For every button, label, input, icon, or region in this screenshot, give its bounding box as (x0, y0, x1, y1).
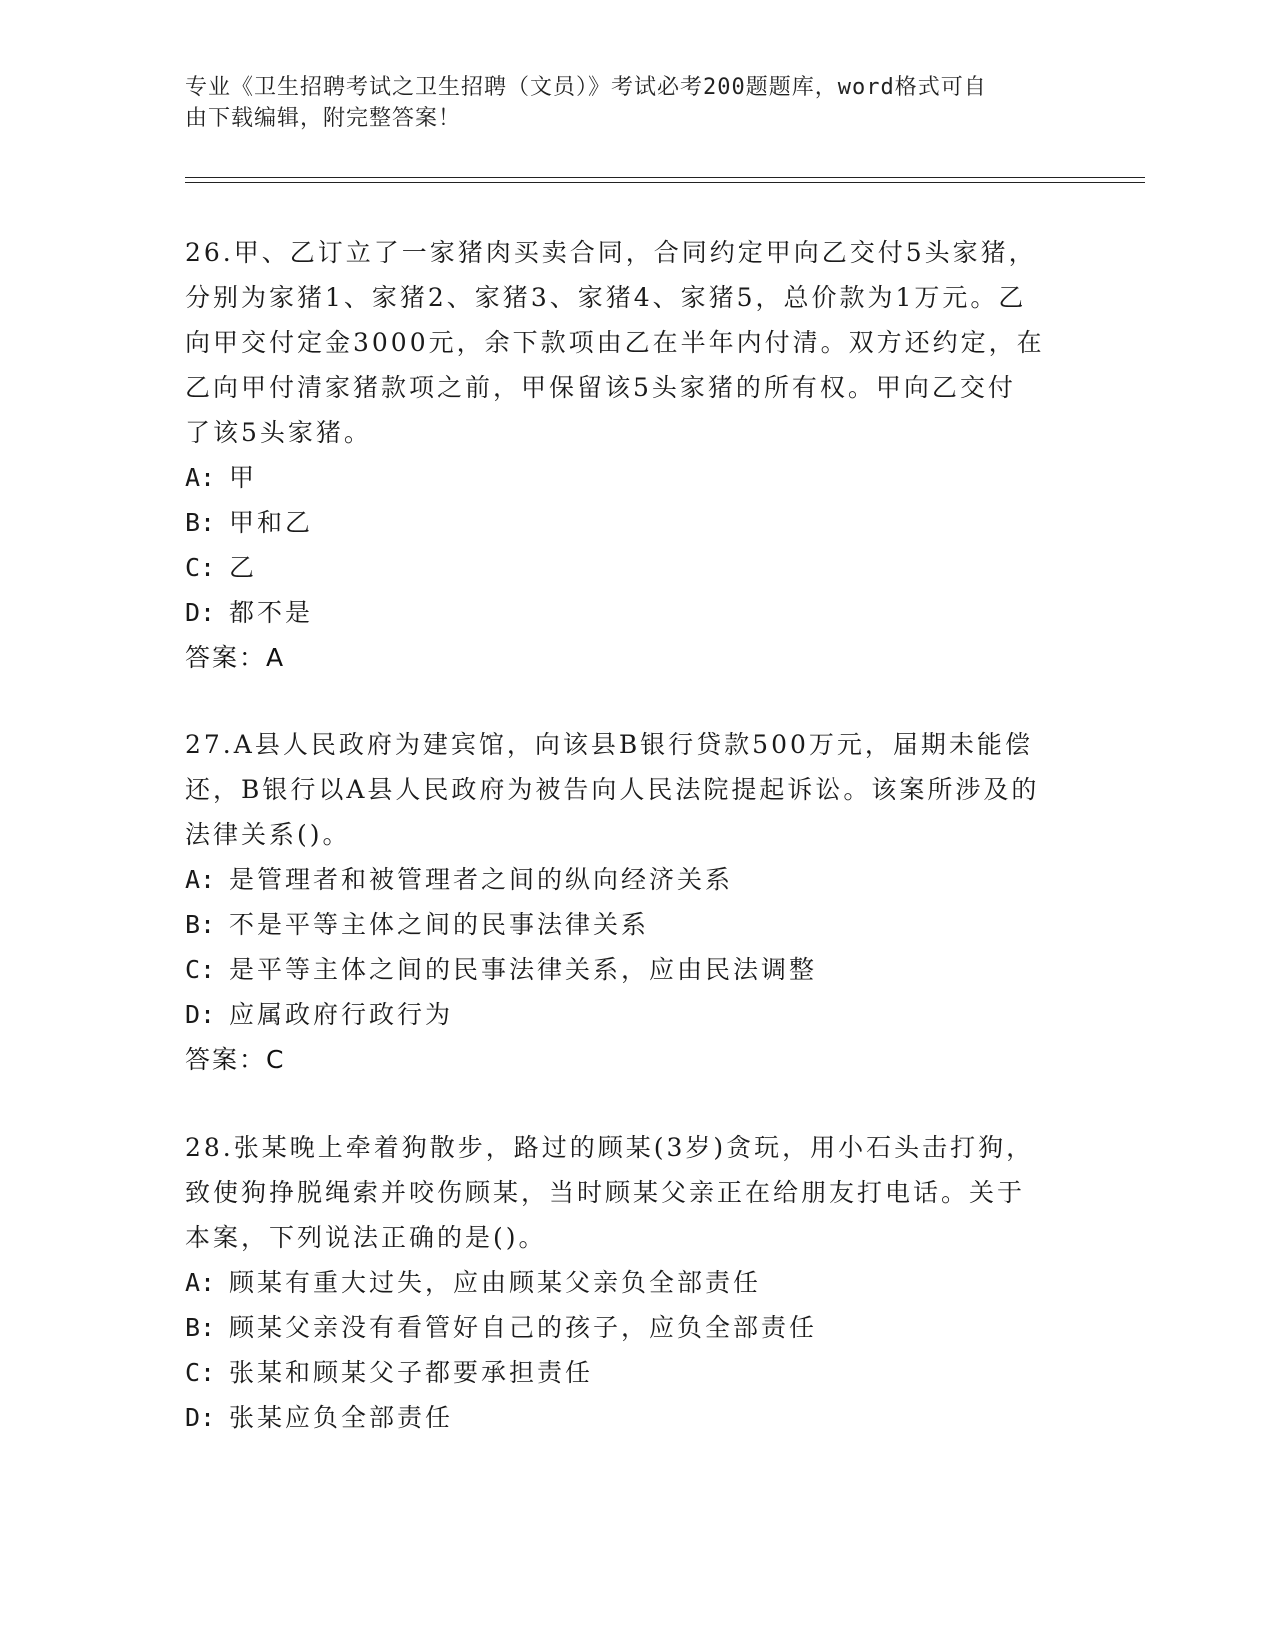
stem-line: 乙向甲付清家猪款项之前，甲保留该5头家猪的所有权。甲向乙交付 (185, 373, 1016, 402)
option-key: A: (185, 865, 216, 894)
option-key: B: (185, 1313, 216, 1342)
option-b (185, 902, 1085, 947)
question-stem (185, 1125, 1085, 1260)
option-d (185, 590, 1085, 635)
option-text: 乙 (229, 553, 258, 582)
header-divider-bottom (185, 182, 1145, 183)
option-c (185, 1350, 1085, 1395)
stem-line: 还，B银行以A县人民政府为被告向人民法院提起诉讼。该案所涉及的 (185, 775, 1040, 804)
option-b (185, 500, 1085, 545)
stem-line: 了该5头家猪。 (185, 418, 372, 447)
option-a (185, 455, 1085, 500)
stem-line: 向甲交付定金3000元，余下款项由乙在半年内付清。双方还约定，在 (185, 328, 1045, 357)
option-text: 张某和顾某父子都要承担责任 (229, 1358, 594, 1387)
option-d (185, 992, 1085, 1037)
answer-line: 答案：A (185, 643, 286, 672)
option-key: C: (185, 553, 216, 582)
option-text: 甲 (229, 463, 258, 492)
question-stem (185, 722, 1085, 857)
option-key: D: (185, 1000, 216, 1029)
question-26 (185, 230, 1085, 680)
stem-line: 28.张某晚上牵着狗散步，路过的顾某(3岁)贪玩，用小石头击打狗， (185, 1133, 1035, 1162)
option-text: 是平等主体之间的民事法律关系，应由民法调整 (229, 955, 818, 984)
stem-line: 法律关系()。 (185, 820, 351, 849)
option-key: A: (185, 1268, 216, 1297)
header-line-1: 专业《卫生招聘考试之卫生招聘（文员）》考试必考200题题库，word格式可自 (185, 75, 987, 100)
option-key: C: (185, 1358, 216, 1387)
answer-line: 答案：C (185, 1045, 286, 1074)
option-text: 张某应负全部责任 (229, 1403, 454, 1432)
stem-line: 本案，下列说法正确的是()。 (185, 1223, 547, 1252)
option-text: 是管理者和被管理者之间的纵向经济关系 (229, 865, 734, 894)
stem-line: 26.甲、乙订立了一家猪肉买卖合同，合同约定甲向乙交付5头家猪， (185, 238, 1037, 267)
option-text: 不是平等主体之间的民事法律关系 (229, 910, 650, 939)
option-text: 应属政府行政行为 (229, 1000, 454, 1029)
header-line-2: 由下载编辑，附完整答案！ (185, 106, 462, 131)
question-27 (185, 722, 1085, 1082)
option-c (185, 545, 1085, 590)
document-header (185, 72, 1085, 134)
header-divider-top (185, 177, 1145, 178)
stem-line: 分别为家猪1、家猪2、家猪3、家猪4、家猪5，总价款为1万元。乙 (185, 283, 1027, 312)
stem-line: 致使狗挣脱绳索并咬伤顾某，当时顾某父亲正在给朋友打电话。关于 (185, 1178, 1026, 1207)
option-key: B: (185, 910, 216, 939)
option-b (185, 1305, 1085, 1350)
option-text: 都不是 (229, 598, 314, 627)
option-key: D: (185, 1403, 216, 1432)
question-28 (185, 1125, 1085, 1440)
option-text: 顾某父亲没有看管好自己的孩子，应负全部责任 (229, 1313, 818, 1342)
option-key: C: (185, 955, 216, 984)
option-key: B: (185, 508, 216, 537)
option-key: D: (185, 598, 216, 627)
option-key: A: (185, 463, 216, 492)
option-c (185, 947, 1085, 992)
option-d (185, 1395, 1085, 1440)
stem-line: 27.A县人民政府为建宾馆，向该县B银行贷款500万元，届期未能偿 (185, 730, 1033, 759)
question-stem (185, 230, 1085, 455)
option-a (185, 857, 1085, 902)
option-a (185, 1260, 1085, 1305)
option-text: 顾某有重大过失，应由顾某父亲负全部责任 (229, 1268, 762, 1297)
option-text: 甲和乙 (229, 508, 314, 537)
